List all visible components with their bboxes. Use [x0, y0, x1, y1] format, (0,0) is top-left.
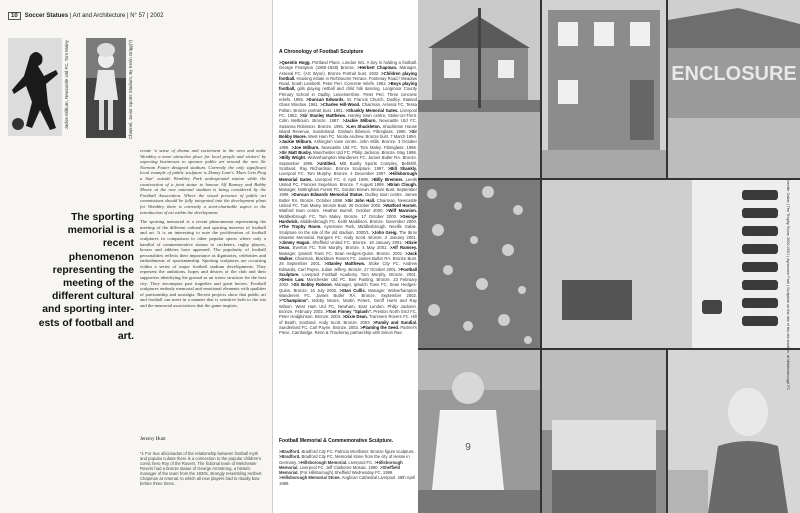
- chronology-entry-text: Leeds United FC. Frances Segelman. Bronze. 7 August 1999.: [279, 176, 417, 187]
- chronology-entry-text: Ashington town centre. John Mills. Bronze. 3 October 1995.: [279, 139, 417, 150]
- chronology-entry-text: Middlesbrough FC. Keith Maddison. Bronze. November 2000.: [298, 218, 417, 224]
- chronology-entry-text: Bradford City FC. Patricia McAllister. Bronze figure sculpture.: [300, 449, 415, 454]
- chronology-entry-text: Chairman, Newcastle United FC. Tom Maley. Bronze Bust. 30 October 2000.: [279, 197, 417, 209]
- chronology-entry-text: Liverpool FC. 1982.: [279, 107, 417, 118]
- trophy-room-boots-photo: [542, 180, 800, 348]
- left-page: [0, 0, 272, 513]
- chronology-entry-text: girls playing netball and child folk dancing. Longmoor County Primary School in Oadby, Leicestershire. Peter Peri. Three concrete reliefs. 1955.: [279, 86, 417, 103]
- chronology-entry-name: >Watford Hornet.: [382, 203, 417, 209]
- bald-man-photo: [668, 350, 800, 513]
- chronology-entry-name: >Sir Bobby Robson.: [291, 282, 333, 288]
- memorial-heading: Football Memorial & Commemorative Sculpture.: [279, 438, 394, 444]
- chronology-entry-text: St. Francis Church, Dudley. Stained Glass Window. 1961.: [279, 97, 417, 108]
- chronology-entry: [292, 145, 418, 150]
- article-paragraph: The sporting memorial is a recent phenomenon representing the meeting of the different cultural and sporting interests of football and art. It is an interesting to note the proliferation of football sculptures in comparison to other popular sports where only a handful of commemorative statues to cricketers, rugby players, boxers and athletes have appeared. The popularity of football personalities reflects their importance as dignitaries, celebrities and embodiments of sportsmanship. Sporting sculptures are occurring within a series of major football stadium developments. They represent the ambitions, hopes and desires of the club and their supporters identifying the ground as an iconic structure for the host city. They encompass past tragedies and great heroes. Football sculptures embody memorial and emotional elements with qualities of partisanship and nostalgia. Recent projects show that public art and football can meet in a manner that is sensitive both to the site and the memorial associations that the game inspires.: [140, 219, 266, 309]
- photo-grid: [418, 0, 800, 513]
- chronology-entry-name: >Brian Clough.: [386, 181, 417, 187]
- chronology-entry-name: >Planting the Seed.: [360, 324, 400, 330]
- chronology-entry-text: Manager, Ipswich Town FC. Sean Hedges-Quinn. Bronze. 16 July 2002.: [279, 282, 417, 293]
- chronology-entry-name: >Hillsborough Memorial Gates.: [279, 171, 417, 182]
- chronology-entry-text: Middlesbrough FC. Tom Maley. Bronze. 17 October 2000.: [279, 213, 400, 219]
- article-body: [140, 148, 266, 313]
- footnote: *1 For true aficionados of the relationship between football myth and popular culture there is a connection to the popular children's comic hero Roy of the Rovers. The fictional team of Melchester Rovers had a bronze statue of George Armstrong, a historic manager of the team from the 1930s, strongly resembling Herbert Chapman at Arsenal, to which all new players had to ritually bow before three times.: [140, 451, 262, 486]
- chronology-entry-name: >Billy Wright.: [279, 155, 307, 161]
- chronology-entry-text: Anglican Cathedral Liverpool. 29th April 1989.: [279, 475, 416, 486]
- chronology-entry: [279, 475, 415, 485]
- enclosure-wall-photo: [668, 0, 800, 178]
- chronology-entry-text: Manager, Ipswich Town FC. Sean Hedges-Quinn. Bronze. 2001.: [279, 250, 406, 256]
- chronology-entry-name: >"Champions".: [279, 298, 310, 304]
- enclosure-wall-text: ENCLOSURE: [671, 63, 797, 85]
- chronology-entry-name: >Sir Matt Busby.: [279, 150, 312, 156]
- chronology-entry-name: >Jimmy Hagan.: [279, 240, 311, 246]
- chronology-entry-text: Manager, Arsenal FC. (AG Wyon). Bronze Portrait bust. 1932.: [279, 65, 417, 76]
- chronology-entry-text: Liverpool FC.: [347, 459, 375, 465]
- chronology-entry-name: >Len Shackleton.: [345, 123, 381, 129]
- chronology-entry-text: Manager, Nottingham Forest FC. Gordon Brown. Bronze Bust. September 1999.: [279, 187, 417, 198]
- magazine-title: Soccer Statues: [24, 13, 69, 19]
- chronology-entry-name: >Stan Cullis.: [339, 287, 366, 293]
- chronology-entry-text: Chairman, Blackburn Rovers FC. James Butler RA. Bronze Bust. 25 September 2001.: [279, 255, 417, 267]
- patterned-surface-photo: [418, 180, 540, 348]
- chronology-entry: [279, 150, 417, 155]
- chronology-entry-text: Bobby Moore, Martin Peters, Geoff Hurst and Ray Wilson. West Ham Utd FC, Newham, East London. Philip Jackson. Bronze. February 2003.: [279, 298, 417, 314]
- chronology-heading: A Chronology of Football Sculpture: [279, 49, 364, 55]
- chronology-entry-name: >Sir Bobby Moore.: [279, 128, 417, 140]
- chronology-entry-name: >Herbert Chapman.: [357, 65, 398, 71]
- right-caption-trophy-room: Neville Gabie | The Trophy Room 2000-2001 | Ayresome Park | Sculpture on the site of the old stadium, at Middlesbrough FC: [786, 180, 790, 391]
- chronology-entry-name: >Sir Stanley Matthews.: [299, 112, 347, 118]
- chronology-entry-name: >Hillsborough Memorial Stone.: [279, 475, 341, 481]
- chronology-entry-text: Ayresome Park, Middlesbrough. Neville Gabie. Sculpture on the site of the old stadium. 2000/1.: [279, 224, 417, 235]
- chronology-entry-text: Bradford City FC. Memorial stone from the city of Hesse in Germany.: [279, 454, 410, 465]
- chronology-entry-text: Stoke City FC. Andrew Edwards, Carl Payne, Julian Jeffery. Bronze. 27 October 2001.: [279, 261, 417, 272]
- chronology-entry-text: Housing estate in Richbourne Terrace. Fontenay Road / Meadow Road, South Lambeth. Peter Peri. Concrete reliefs. 1952.: [279, 75, 417, 87]
- chronology-entry-name: >Jack Walker.: [279, 250, 417, 261]
- chronology-entry-name: >Quentin Hogg.: [279, 60, 311, 65]
- chronology-entry-name: >Duncan Edwards Memorial Statue.: [291, 192, 364, 198]
- page-header: [8, 12, 268, 20]
- page-number: 10: [8, 12, 21, 20]
- chronology-entry-text: Everton FC. Tom Murphy. Bronze. 4 May 2001.: [290, 245, 390, 251]
- chronology-entry-text: Preston North End FC. Peter Hodgkinson. Bronze. 2003.: [279, 308, 417, 320]
- chronology-entry-name: >Denis Law.: [279, 277, 305, 283]
- chronology-entry-name: >The Trophy Room.: [279, 224, 322, 230]
- chronology-entry-name: >Bradford.: [279, 449, 301, 454]
- chronology-entry-text: Mitt Busby Sports Complex, Bellshill, Scotland. Ray Richardson. Bronze Sculpture. 1997.: [279, 160, 417, 171]
- chronology-entry-text: Liverpool FC. Tom Murphy. Bronze. 4 December 1997.: [279, 171, 389, 177]
- footballer-statue-photo: [8, 38, 62, 136]
- memorial-list: [279, 449, 417, 509]
- chronology-entry-text: Dudley town centre. James Butler RA. Bronze. October 1999.: [279, 192, 417, 203]
- chronology-entry-text: Watford town centre. Heather Burrell. October 2000.: [279, 208, 387, 214]
- chronology-entry-name: >Jackie Milburn.: [279, 139, 313, 145]
- chronology-entry-text: Liverpool FC. 6 April 1999.: [312, 176, 372, 182]
- chronology-entry-text: Liverpool Football Academy. Tom Murphy. Bronze. 2001.: [299, 271, 417, 277]
- chronology-entry: [279, 449, 415, 454]
- chronology-entry-text: Newcastle Utd FC. Susanna Robinson. Bronze. 1991.: [279, 118, 417, 129]
- chronology-entry-text: Chairman, Arsenal FC. Tessa Pullan. Bronze portrait bust. 1981.: [279, 102, 417, 113]
- chronology-entry: [279, 240, 405, 245]
- chronology-entry-name: >Bill Shankly.: [387, 165, 417, 171]
- chronology-entry-text: Wolverhampton Wanderers FC. James Butler RA. Bronze. September 1996.: [279, 155, 417, 166]
- chronology-entry-name: >Hillsborough Memorial.: [279, 459, 403, 470]
- chronology-entry-name: >Family and Sundial.: [372, 319, 417, 325]
- chronology-entry-text: Hanley town centre, Stoke-on-Trent. Colin Melbourn. Bronze. 1987.: [279, 112, 417, 124]
- chronology-entry-name: >Sir John Hall.: [344, 197, 376, 203]
- chronology-entry-text: Tranmere Rovers FC. Hill of Beath, Scotland. Andy Scott. Bronze. 2003.: [279, 314, 417, 325]
- chronology-entry-name: >Charles Hill-Wood.: [320, 102, 361, 108]
- child-statue-photo: [86, 38, 126, 138]
- chronology-entry-name: >Bradford.: [279, 454, 301, 460]
- chronology-entry-text: Sunderland FC. Carl Payne. Bronze. 2003.: [279, 324, 361, 330]
- chronology-entry-text: Manchester Utd FC. Ben Panting. Bronze. 23 February 2002.: [279, 277, 417, 288]
- chronology-entry-text: West Ham FC. Nicola Andrew. Bronze bust. 7 March 1994.: [306, 134, 417, 140]
- article-intro: create 'a sense of drama and excitement in the area and make Wembley a more attractive place for local people and visitors' by expecting businesses to sponsor public art around the new Sir Norman Foster designed stadium. Currently the only significant local example of public sculpture is Danny Lane's 'Mars Gets Ping a Star' outside Wembley Park underground station while the construction of a joint statue to honour Alf Ramsey and Bobby Moore at the new national stadium is being considered by the Football Association. Where the visual presence of public art commissions should be fully integrated into the development plans for Wembley there is currently a semi-charitable aspect to the introduction of art within the development.: [140, 148, 266, 215]
- chronology-entry-name: >Joe Milburn.: [291, 144, 320, 150]
- author-name: Jeremy Hunt: [140, 437, 166, 442]
- chronology-entry-name: >Boys playing football,: [279, 81, 417, 92]
- brick-house-photo: [542, 0, 666, 178]
- chronology-entry-name: >Alf Ramsey.: [389, 245, 417, 251]
- chronology-entry-text: Shackleton House Island Revenue, Sunderland. Graham Ibbeson. Fibreglass. 1990.: [279, 123, 417, 134]
- chronology-entry-name: >Dixie Dean.: [279, 240, 417, 251]
- boy-with-shirt-photo: [418, 350, 540, 513]
- chronology-entry-text: Sheffield United FC. Bronze. 19 January 2001.: [310, 240, 405, 246]
- chronology-entry-name: >Tom Finney "Splash".: [325, 308, 372, 314]
- chronology-entry-name: >Dixie Dean.: [342, 314, 368, 320]
- svg-text:9: 9: [465, 442, 471, 453]
- pull-quote: The sporting memorial is a recent phenomenon representing the meeting of the different cultural and sporting inter-ests of football and art.: [38, 212, 134, 342]
- chronology-entry-name: >Children playing football.: [279, 70, 417, 81]
- chronology-entry-name: >Wilf Mannion.: [386, 208, 417, 214]
- chronology-entry-text: Liverpool FC. Jeff Claiborne Mosaic. 1990.: [298, 464, 380, 470]
- chronology-entry-text: The Ibrox Disaster Memorial. Rangers FC. Andy Scott. Bronze. 2 January 2001.: [279, 229, 417, 240]
- chronology-entry: [298, 460, 374, 465]
- chronology-entry-text: Manchester Utd FC. Philip Jackson. Bronze. May 1996.: [311, 150, 417, 156]
- photo-caption-milburn: Jackie Milburn, Newcastle Utd FC, Tom Maley: [64, 40, 69, 130]
- chronology-entry-name: >Billy Bremner.: [371, 176, 404, 182]
- chronology-entry-text: Manager, Wolverhampton Wanderers FC. James Butler RA. Bronze. September 2002.: [279, 287, 417, 299]
- chronology-entry-name: >Sheffield Memorial.: [279, 464, 401, 476]
- chronology-entry-name: >John Greig.: [371, 229, 398, 235]
- chronology-entry-name: >Shankly Memorial Gates.: [345, 107, 399, 113]
- houses-photo: [418, 0, 540, 178]
- chronology-entry-name: >George Hardwick.: [279, 213, 417, 224]
- chronology-entry-name: >Duncan Edwards.: [306, 97, 345, 103]
- chronology-entry-name: >Untitled.: [316, 160, 337, 166]
- middle-page: [272, 0, 419, 513]
- bedroom-photo: [542, 350, 666, 513]
- magazine-subtitle: | Art and Architecture | N° 57 | 2002: [69, 13, 164, 19]
- chronology-entry-name: >Hillsborough Memorial.: [298, 459, 348, 465]
- chronology-entry-text: Portland Place, London W1. A boy is holding a football. George Frampton (1860-1928) Bronze.: [279, 60, 417, 71]
- chronology-entry-text: (For Hillsborough) Sheffield Wednesday FC. 1999.: [298, 470, 394, 476]
- chronology-entry-text: Partner's Piece, Cambridge. Renn & Thackeray partnership with Simon Rae.: [279, 324, 417, 336]
- photo-caption-stadium: Channel, Junior Sports Stadium, By Kevin Grigg(?): [128, 40, 133, 140]
- chronology-list: [279, 60, 417, 428]
- chronology-entry-name: >Football Sculpture.: [279, 266, 417, 277]
- chronology-entry-text: Newcastle Utd FC. Tom Maley. Fibreglass. 1996.: [319, 144, 417, 150]
- chronology-entry-name: >Stanley Matthews.: [324, 261, 366, 267]
- chronology-entry-name: >Jackie Milburn.: [342, 118, 377, 124]
